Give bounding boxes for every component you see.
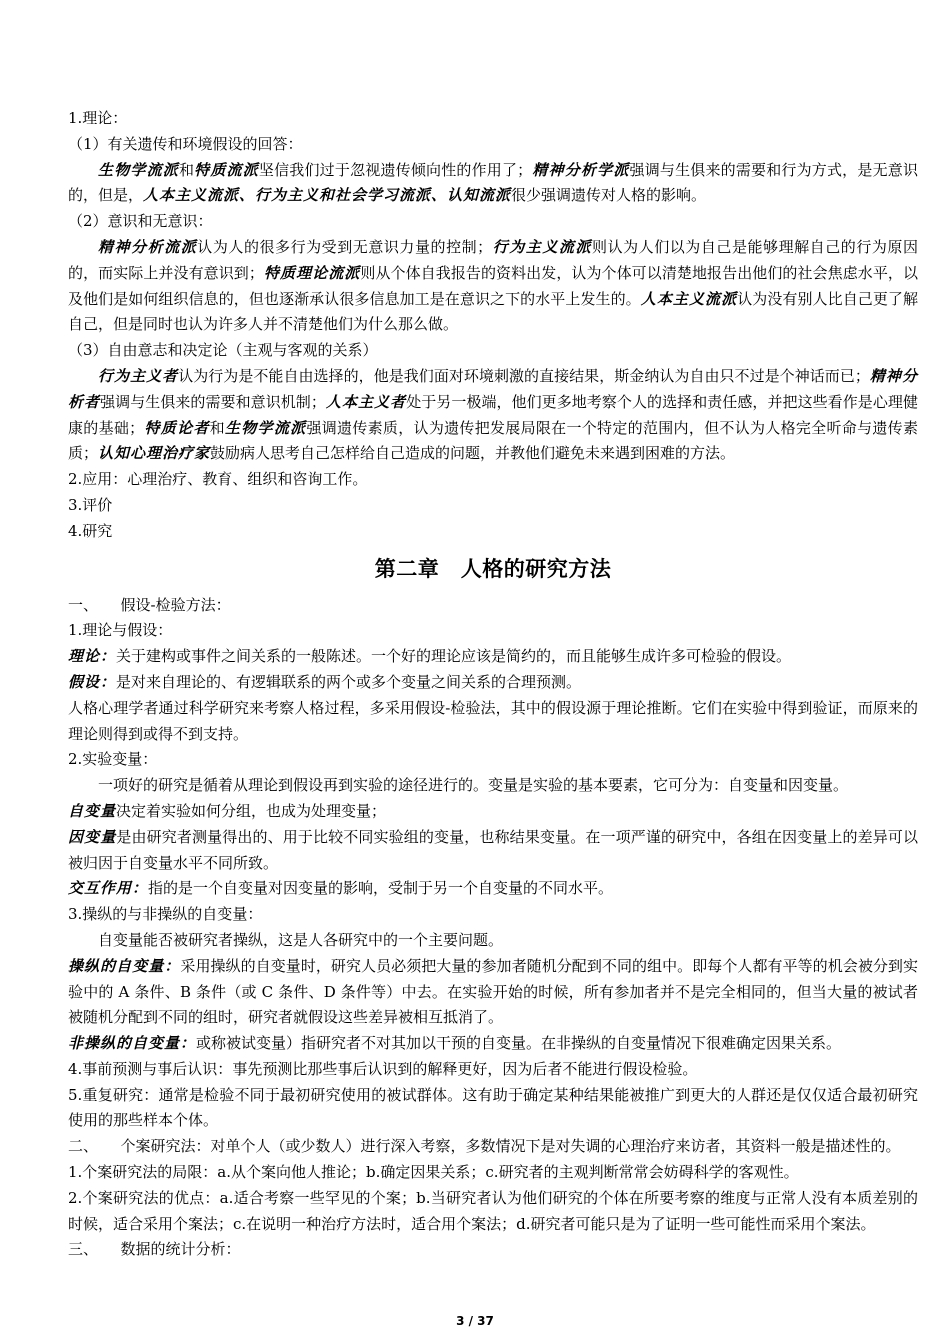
term: 精神分析学派 <box>532 160 630 179</box>
term: 人本主义者 <box>325 392 407 411</box>
part-2-title: 二、 个案研究法：对单个人（或少数人）进行深入考察，多数情况下是对失调的心理治疗来访者，其资料一般是描述性的。 <box>68 1137 901 1156</box>
term: 精神分析者 <box>68 366 918 411</box>
text: 处于另一极端，他们更多地考察个人的选择和责任感，并把这些看作是心理健康的基础； <box>68 392 918 437</box>
question-1-paragraph <box>68 158 918 210</box>
term: 因变量 <box>68 827 117 846</box>
case-study-advantages: 2.个案研究法的优点：a.适合考察一些罕见的个案；b.当研究者认为他们研究的个体在所要考察的维度与正常人没有本质差别的时候，适合采用个案法；c.在说明一种治疗方法时，适合用个案法；d.研究者可能只是为了证明一些可能性而采用个案法。 <box>68 1188 918 1233</box>
page-number: 3 / 37 <box>456 1314 494 1328</box>
text: 指的是一个自变量对因变量的影响，受制于另一个自变量的不同水平。 <box>148 879 614 898</box>
document-body <box>68 106 918 1263</box>
term: 特质流派 <box>194 160 259 179</box>
term: 生物学流派 <box>224 418 307 437</box>
term: 人本主义流派、行为主义和社会学习流派、认知流派 <box>143 186 512 205</box>
text: 强调与生俱来的需要和意识机制； <box>100 392 326 411</box>
section-4-research: 4.研究 <box>68 521 113 540</box>
term: 精神分析流派 <box>98 237 198 256</box>
text: 关于建构或事件之间关系的一般陈述。一个好的理论应该是简约的，而且能够生成许多可检验的假设。 <box>116 647 792 666</box>
iv-definition <box>68 799 918 825</box>
term: 认知心理治疗家 <box>98 444 211 463</box>
text: 决定着实验如何分组，也成为处理变量； <box>116 801 387 820</box>
term: 假设： <box>68 672 117 691</box>
question-3-title: （3）自由意志和决定论（主观与客观的关系） <box>68 341 378 360</box>
section-2-application: 2.应用：心理治疗、教育、组织和咨询工作。 <box>68 470 368 489</box>
subsection-3-title: 3.操纵的与非操纵的自变量： <box>68 905 263 924</box>
term: 生物学流派 <box>98 160 179 179</box>
term: 特质理论流派 <box>263 263 361 282</box>
text: 和 <box>209 418 225 437</box>
hypothesis-paragraph: 人格心理学者通过科学研究来考察人格过程，多采用假设-检验法，其中的假设源于理论推断。它们在实验中得到验证，而原来的理论则得到或得不到支持。 <box>68 698 918 743</box>
manipulation-paragraph: 自变量能否被研究者操纵，这是人各研究中的一个主要问题。 <box>98 930 504 949</box>
term: 行为主义流派 <box>492 237 593 256</box>
text: 认为行为是不能自由选择的，他是我们面对环境刺激的直接结果，斯金纳认为自由只不过是个神话而已； <box>178 366 870 385</box>
term: 特质论者 <box>144 418 210 437</box>
term: 操纵的自变量： <box>68 956 181 975</box>
text: 强调遗传素质，认为遗传把发展局限在一个特定的范围内，但不认为人格完全听命与遗传素质； <box>68 418 918 463</box>
term: 非操纵的自变量： <box>68 1034 197 1053</box>
text: 认为没有别人比自己更了解自己，但是同时也认为许多人并不清楚他们为什么那么做。 <box>68 289 918 334</box>
text: 认为人的很多行为受到无意识力量的控制； <box>197 237 493 256</box>
term: 人本主义流派 <box>640 289 738 308</box>
theory-definition <box>68 644 918 670</box>
text: 则认为人们以为自己是能够理解自己的行为原因的，而实际上并没有意识到； <box>68 237 918 282</box>
dv-definition <box>68 825 918 877</box>
text: 采用操纵的自变量时，研究人员必须把大量的参加者随机分配到不同的组中。即每个人都有平等的机会被分到实验中的 A 条件、B 条件（或 C 条件、D 条件等）中去。在实验开始的时候，所有参加者并不是完全相同的，但当大量的被试者被随机分配到不同的组时，研究者就假设这些差异被相互抵消了。 <box>68 956 918 1027</box>
term: 理论： <box>68 647 117 666</box>
part-1-title: 一、 假设-检验方法： <box>68 595 231 614</box>
term: 行为主义者 <box>98 366 179 385</box>
text: 强调与生俱来的需要和行为方式，是无意识的，但是， <box>68 160 918 205</box>
term: 自变量 <box>68 801 117 820</box>
text: 坚信我们过于忽视遗传倾向性的作用了； <box>258 160 533 179</box>
variable-paragraph: 一项好的研究是循着从理论到假设再到实验的途径进行的。变量是实验的基本要素，它可分为：自变量和因变量。 <box>98 776 849 795</box>
question-2-title: （2）意识和无意识： <box>68 212 213 231</box>
nonmanipulated-iv-definition <box>68 1031 918 1057</box>
hypothesis-definition <box>68 670 918 696</box>
question-2-paragraph <box>68 235 918 338</box>
subsection-1-title: 1.理论与假设： <box>68 621 173 640</box>
text: 很少强调遗传对人格的影响。 <box>511 186 707 205</box>
section-3-evaluation: 3.评价 <box>68 495 113 514</box>
chapter-title: 第二章 人格的研究方法 <box>374 555 612 581</box>
term: 交互作用： <box>68 879 149 898</box>
subsection-2-title: 2.实验变量： <box>68 750 158 769</box>
subsection-4: 4.事前预测与事后认识：事先预测比那些事后认识到的解释更好，因为后者不能进行假设检验。 <box>68 1059 698 1078</box>
question-1-title: （1）有关遗传和环境假设的回答： <box>68 134 303 153</box>
question-3-paragraph <box>68 364 918 467</box>
text: 是由研究者测量得出的、用于比较不同实验组的变量，也称结果变量。在一项严谨的研究中，各组在因变量上的差异可以被归因于自变量水平不同所致。 <box>68 827 918 872</box>
interaction-definition <box>68 876 918 902</box>
case-study-limits: 1.个案研究法的局限：a.从个案向他人推论；b.确定因果关系；c.研究者的主观判断常常会妨碍科学的客观性。 <box>68 1163 799 1182</box>
part-3-title: 三、 数据的统计分析： <box>68 1240 241 1259</box>
text: 或称被试变量）指研究者不对其加以干预的自变量。在非操纵的自变量情况下很难确定因果关系。 <box>196 1034 842 1053</box>
text: 鼓励病人思考自己怎样给自己造成的问题，并教他们避免未来遇到困难的方法。 <box>210 444 736 463</box>
manipulated-iv-definition <box>68 954 918 1031</box>
section-1-title: 1.理论： <box>68 109 128 127</box>
text: 和 <box>178 160 195 179</box>
subsection-5: 5.重复研究：通常是检验不同于最初研究使用的被试群体。这有助于确定某种结果能被推广到更大的人群还是仅仅适合最初研究使用的那些样本个体。 <box>68 1085 918 1130</box>
text: 则从个体自我报告的资料出发，认为个体可以清楚地报告出他们的社会焦虑水平，以及他们是如何组织信息的，但也逐渐承认很多信息加工是在意识之下的水平上发生的。 <box>68 263 918 308</box>
text: 是对来自理论的、有逻辑联系的两个或多个变量之间关系的合理预测。 <box>116 672 582 691</box>
